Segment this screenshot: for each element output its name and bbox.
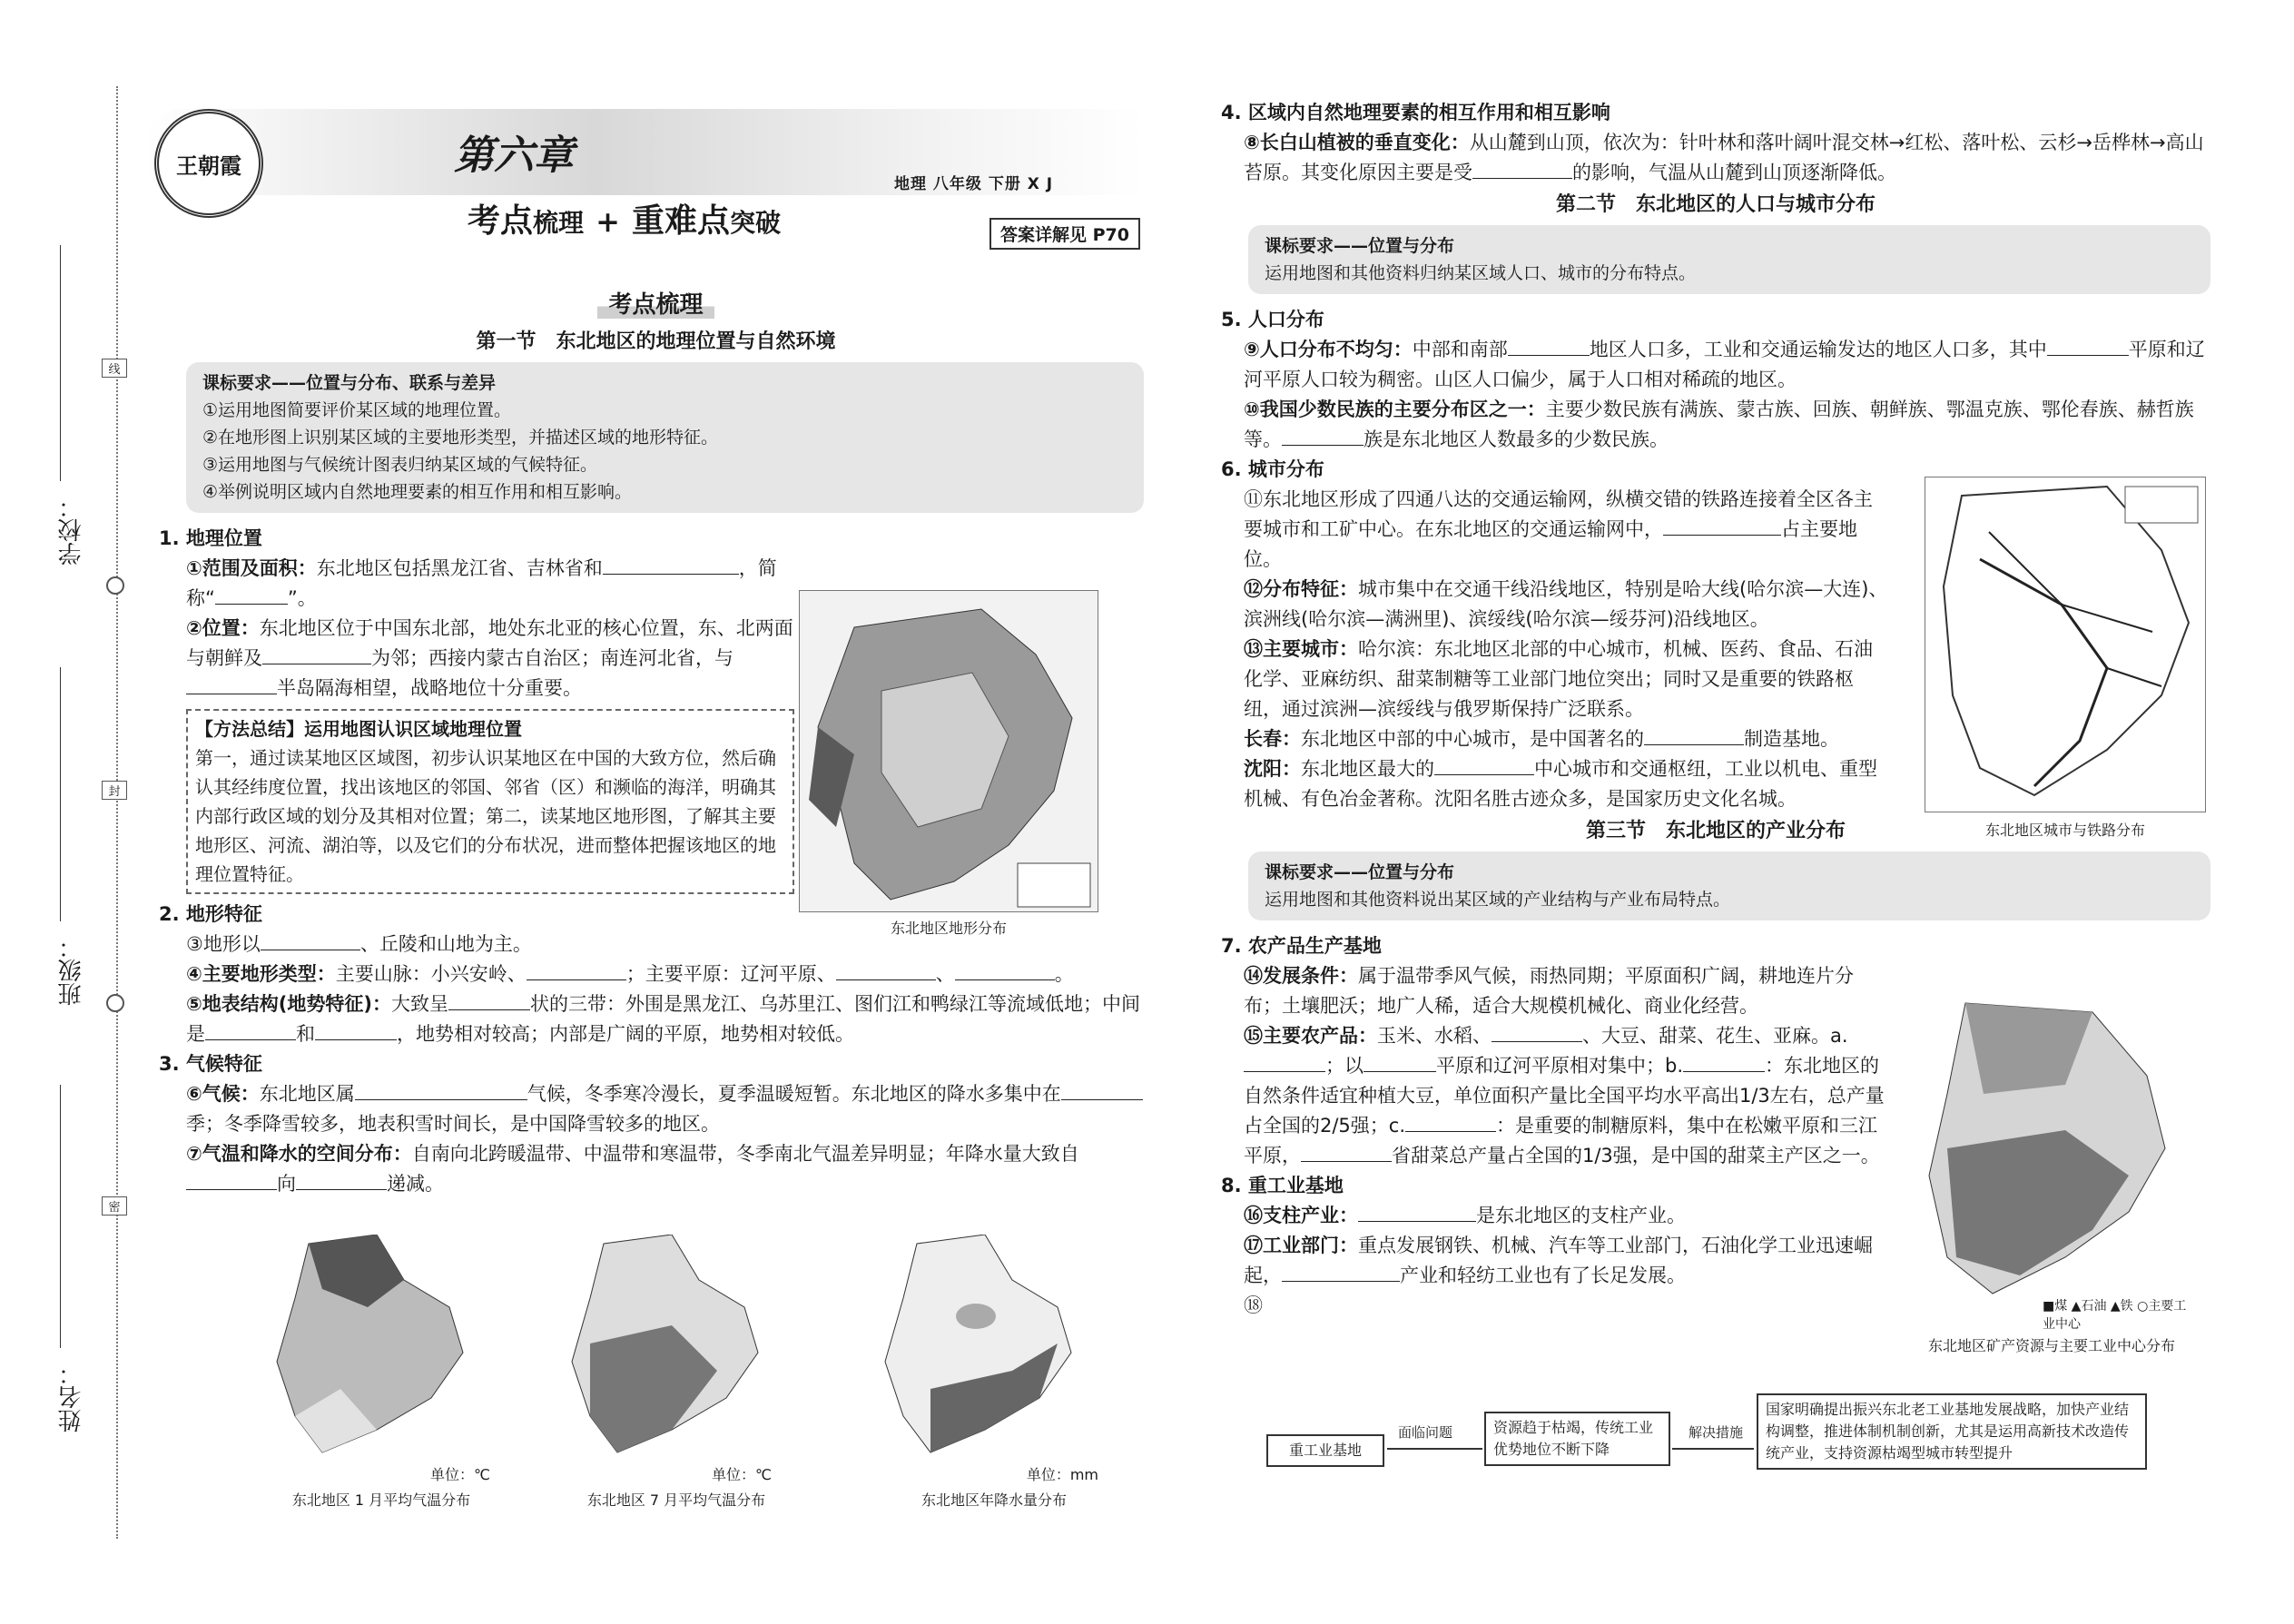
jan-temp-graphic [268, 1235, 499, 1462]
text: ”。 [287, 587, 317, 609]
curriculum-item: ①运用地图简要评价某区域的地理位置。 [202, 400, 512, 420]
text: 中心城市和交通枢纽，工业以机电、重型机械、有色冶金著称。沈阳名胜古迹众多，是国家历史文化名城。 [1244, 758, 1877, 810]
blank[interactable] [2047, 336, 2129, 356]
terrain-map-caption: 东北地区地形分布 [890, 920, 1007, 937]
kw: ⑨人口分布不均匀： [1244, 339, 1413, 360]
seal-mark: 封 [102, 781, 127, 800]
text: 东北地区位于中国东北部，地处东北亚的核心位置，东、北两面与朝鲜及 [186, 617, 793, 669]
blank[interactable] [1405, 1112, 1496, 1132]
school-label: 学校： [58, 495, 85, 566]
text: 、 [935, 963, 955, 985]
blank[interactable] [1663, 516, 1781, 536]
section-2-heading: 第二节 东北地区的人口与城市分布 [1555, 193, 1876, 216]
text: 省甜菜总产量占全国的1/3强，是中国的甜菜主产区之一。 [1392, 1145, 1880, 1166]
q7-q8-block [1221, 931, 1888, 1321]
subtitle-part: 重难点 [632, 202, 731, 240]
text: ：东北地区的自然条件适宜种植大豆，单位面积产量比全国平均水平高出1/3左右，总产量占全国的2/5强；c. [1244, 1055, 1885, 1137]
flow-arrow [1387, 1448, 1482, 1450]
blank[interactable] [355, 1080, 527, 1100]
precip-center [956, 1304, 996, 1329]
curriculum-box [1248, 225, 2210, 294]
text: 主要山脉：小兴安岭、 [335, 963, 527, 985]
region-shape [1944, 487, 2189, 795]
binding-hole [106, 994, 124, 1012]
blank[interactable] [296, 1170, 387, 1190]
text: ，简称“ [186, 557, 777, 609]
terrain-map-graphic [800, 591, 1098, 911]
method-head: 【方法总结】运用地图认识区域地理位置 [195, 718, 522, 740]
text: 气候，冬季寒冷漫长，夏季温暖短暂。东北地区的降水多集中在 [527, 1083, 1061, 1105]
blank[interactable] [1301, 1142, 1392, 1162]
name-label: 姓名： [58, 1362, 85, 1432]
text: 属于温带季风气候，雨热同期；平原面积广阔，耕地连片分布；土壤肥沃；地广人稀，适合大规模机械化、商业化经营。 [1244, 965, 1854, 1017]
q1-block [159, 524, 794, 894]
section-3-heading: 第三节 东北地区的产业分布 [1585, 820, 1846, 842]
city-rail-map [1925, 477, 2206, 812]
jul-temp-caption: 东北地区 7 月平均气温分布 [586, 1491, 766, 1509]
text: 地区人口多，工业和交通运输发达的地区人口多，其中 [1589, 339, 2047, 360]
kw: ⑩我国少数民族的主要分布区之一： [1244, 399, 1546, 420]
text: 是东北地区的支柱产业。 [1476, 1205, 1686, 1226]
flow-arrow [1672, 1448, 1754, 1450]
text: 状的三带：外围是黑龙江、乌苏里江、图们江和鸭绿江等流域低地；中间是 [186, 993, 1140, 1045]
map-unit: 单位：℃ [712, 1466, 772, 1483]
precip-caption: 东北地区年降水量分布 [921, 1491, 1067, 1509]
binding-line [116, 86, 118, 1539]
kw: ⑤地表结构(地势特征)： [186, 993, 391, 1015]
industry-graphic [1911, 994, 2183, 1321]
kw: ⑥气候： [186, 1083, 260, 1105]
class-field[interactable] [60, 667, 62, 921]
kw: ①范围及面积： [186, 557, 317, 579]
blank[interactable] [1644, 725, 1744, 745]
terrain-legend [1018, 863, 1090, 907]
kw: ⑯支柱产业： [1244, 1205, 1358, 1226]
binding-hole [106, 576, 124, 595]
flow-arrow-label: 面临问题 [1398, 1424, 1453, 1441]
kw: ⑧长白山植被的垂直变化： [1244, 132, 1470, 153]
blank[interactable] [215, 585, 288, 605]
q1-b [159, 614, 794, 704]
text: 玉米、水稻、 [1377, 1025, 1492, 1047]
q6-c [1221, 635, 1888, 724]
left-heading [159, 290, 1153, 321]
jul-temp-map [563, 1235, 794, 1462]
blank[interactable] [1282, 426, 1364, 446]
flow-arrow-label: 解决措施 [1689, 1424, 1744, 1441]
q7-head: 7. 农产品生产基地 [1221, 935, 1382, 957]
text: 为邻；西接内蒙古自治区；南连河北省，与 [371, 647, 733, 669]
curriculum-item: ③运用地图与气候统计图表归纳某区域的气候特征。 [202, 455, 598, 475]
name-field[interactable] [60, 1085, 62, 1348]
text: ，地势相对较高；内部是广阔的平原，地势相对较低。 [397, 1023, 854, 1045]
text: 哈尔滨：东北地区北部的中心城市，机械、医药、食品、石油化学、亚麻纺织、甜菜制糖等工业部门地位突出；同时又是重要的铁路枢纽，通过滨洲—滨绥线与俄罗斯保持广泛联系。 [1244, 638, 1873, 720]
q8-c: ⑱ [1244, 1294, 1263, 1316]
curriculum-box [1248, 851, 2210, 920]
text: 自南向北跨暖温带、中温带和寒温带，冬季南北气温差异明显；年降水量大致自 [411, 1143, 1079, 1165]
text: 东北地区属 [259, 1083, 355, 1105]
method-text: 第一，通过读某地区区域图，初步认识某地区在中国的大致方位，然后确认其经纬度位置，找出该地区的邻国、邻省（区）和濒临的海洋，明确其内部行政区域的划分及其相对位置；第二，读某地区地形图，了解其主要地形区、河流、湖泊等，以及它们的分布状况，进而整体把握该地区的地理位置特征。 [195, 747, 776, 885]
blank[interactable] [527, 960, 626, 980]
flow-solution: 国家明确提出振兴东北老工业基地发展战略，加快产业结构调整，推进体制机制创新，尤其是运用高新技术改造传统产业，支持资源枯竭型城市转型提升 [1757, 1393, 2147, 1470]
text: 季；冬季降雪较多，地表积雪时间长，是中国降雪较多的地区。 [186, 1113, 720, 1135]
flow-start: 重工业基地 [1266, 1434, 1384, 1467]
blank[interactable] [1244, 1052, 1325, 1072]
logo-text: 王朝霞 [176, 152, 241, 179]
kw: ⑬主要城市： [1244, 638, 1358, 660]
text: ；主要平原：辽河平原、 [625, 963, 836, 985]
blank[interactable] [1364, 1052, 1436, 1072]
curriculum-head: 课标要求——位置与分布、联系与差异 [202, 373, 497, 393]
kw: ⑮主要农产品： [1244, 1025, 1377, 1047]
answer-ref: 答案详解见 P70 [989, 218, 1140, 250]
q3-head: 3. 气候特征 [159, 1053, 262, 1075]
kw: ④主要地形类型： [186, 963, 336, 985]
q7-a [1221, 961, 1888, 1021]
text: 向 [277, 1173, 296, 1195]
kw: 长春： [1244, 728, 1301, 750]
chapter-title: 第六章 [454, 133, 574, 179]
text: 占主要地位。 [1244, 518, 1857, 570]
curriculum-box [186, 362, 1144, 513]
q5-b [1221, 395, 2210, 455]
q6-head: 6. 城市分布 [1221, 458, 1324, 480]
blank[interactable] [836, 960, 936, 980]
text: 东北地区中部的中心城市，是中国著名的 [1301, 728, 1644, 750]
q1-head: 1. 地理位置 [159, 527, 262, 549]
curriculum-head: 课标要求——位置与分布 [1265, 236, 1455, 256]
kw: ⑰工业部门： [1244, 1235, 1358, 1256]
text: 平原和辽河平原人口较为稠密。山区人口偏少，属于人口相对稀疏的地区。 [1244, 339, 2205, 390]
industry-map-caption: 东北地区矿产资源与主要工业中心分布 [1927, 1337, 2175, 1354]
blank[interactable] [1061, 1080, 1143, 1100]
text: ：是重要的制糖原料，集中在松嫩平原和三江平原， [1244, 1115, 1878, 1166]
curriculum-item: 运用地图和其他资料说出某区域的产业结构与产业布局特点。 [1265, 890, 1731, 910]
blank[interactable] [315, 1020, 397, 1040]
blank[interactable] [1492, 1022, 1582, 1042]
subtitle-part: 突破 [730, 208, 782, 238]
header-subtitle [468, 195, 781, 241]
blank[interactable] [1434, 755, 1534, 775]
logo [154, 109, 263, 218]
kw: ⑫分布特征： [1244, 578, 1358, 600]
jul-temp-graphic [563, 1235, 794, 1462]
q8-b [1221, 1231, 1888, 1291]
q4-body [1221, 128, 2210, 188]
text: 重点发展钢铁、机械、汽车等工业部门，石油化学工业迅速崛起， [1244, 1235, 1873, 1286]
q3-a [159, 1079, 1153, 1139]
precip-graphic [876, 1235, 1108, 1462]
blank[interactable] [1358, 1202, 1476, 1222]
subtitle-part: 考点 [468, 202, 534, 240]
method-summary [186, 709, 794, 894]
blank[interactable] [186, 1170, 277, 1190]
text: 半岛隔海相望，战略地位十分重要。 [277, 677, 582, 699]
blank[interactable] [186, 674, 277, 694]
text: 大致呈 [390, 993, 448, 1015]
terrain-map [799, 590, 1098, 912]
q3-b [159, 1139, 1153, 1199]
text: 、丘陵和山地为主。 [359, 933, 532, 955]
blank[interactable] [1683, 1052, 1765, 1072]
map-unit: 单位：mm [1026, 1466, 1098, 1483]
precip-map [876, 1235, 1108, 1462]
blank[interactable] [1508, 336, 1590, 356]
q6-b [1221, 575, 1888, 635]
kw: ⑦气温和降水的空间分布： [186, 1143, 412, 1165]
subtitle-part: 梳理 [533, 208, 585, 238]
text: 和 [296, 1023, 315, 1045]
curriculum-item: ②在地形图上识别某区域的主要地形类型，并描述区域的地形特征。 [202, 428, 719, 448]
q5-a [1221, 335, 2210, 395]
q4-head: 4. 区域内自然地理要素的相互作用和相互影响 [1221, 102, 1610, 123]
text: ；以 [1325, 1055, 1364, 1077]
city-rail-graphic [1925, 477, 2205, 812]
text: 中部和南部 [1412, 339, 1508, 360]
q6-a [1221, 485, 1888, 575]
q2-b [159, 960, 1153, 989]
blank[interactable] [261, 930, 360, 950]
kw: ②位置： [186, 617, 260, 639]
text: 、大豆、甜菜、花生、亚麻。a. [1582, 1025, 1848, 1047]
blank[interactable] [603, 555, 739, 575]
industry-map [1911, 994, 2183, 1321]
blank[interactable] [955, 960, 1055, 980]
curriculum-head: 课标要求——位置与分布 [1265, 862, 1455, 882]
q8-a [1221, 1201, 1888, 1231]
blank[interactable] [1282, 1262, 1400, 1282]
text: ⑪东北地区形成了四通八达的交通运输网，纵横交错的铁路连接着全区各主要城市和工矿中心。在东北地区的交通运输网中， [1244, 488, 1873, 540]
text: 族是东北地区人数最多的少数民族。 [1364, 428, 1669, 450]
text: 制造基地。 [1744, 728, 1839, 750]
section-title: 考点梳理 [597, 291, 714, 319]
blank[interactable] [1472, 159, 1572, 179]
text: 城市集中在交通干线沿线地区，特别是哈大线(哈尔滨—大连)、滨洲线(哈尔滨—满洲里)、滨绥线(哈尔滨—绥芬河)沿线地区。 [1244, 578, 1888, 630]
grade-meta: 地理 八年级 下册 X J [894, 175, 1054, 193]
q6-d [1221, 724, 1888, 754]
q8-head: 8. 重工业基地 [1221, 1175, 1344, 1196]
subtitle-plus: + [596, 204, 620, 239]
q2-head: 2. 地形特征 [159, 903, 262, 925]
text: 主要少数民族有满族、蒙古族、回族、朝鲜族、鄂温克族、鄂伦春族、赫哲族等。 [1244, 399, 2194, 450]
kw: 沈阳： [1244, 758, 1301, 780]
industry-legend: ■煤 ▲石油 ▲铁 ○主要工业中心 [2043, 1299, 2187, 1332]
q6-e [1221, 754, 1888, 814]
text: 东北地区包括黑龙江省、吉林省和 [316, 557, 603, 579]
blank[interactable] [448, 990, 530, 1010]
q1-a [159, 554, 794, 614]
jan-temp-map [268, 1235, 499, 1462]
text: 的影响，气温从山麓到山顶逐渐降低。 [1572, 162, 1896, 183]
q5-head: 5. 人口分布 [1221, 309, 1324, 330]
curriculum-item: ④举例说明区域内自然地理要素的相互作用和相互影响。 [202, 482, 633, 502]
jan-temp-caption: 东北地区 1 月平均气温分布 [291, 1491, 471, 1509]
text: ③地形以 [186, 933, 261, 955]
q2-c [159, 989, 1153, 1049]
kw: ⑭发展条件： [1244, 965, 1358, 987]
blank[interactable] [205, 1020, 296, 1040]
map-legend [2125, 487, 2198, 523]
text: 产业和轻纺工业也有了长足发展。 [1400, 1265, 1686, 1286]
q6-block [1221, 455, 1888, 814]
seal-mark: 密 [102, 1196, 127, 1216]
blank[interactable] [262, 645, 371, 664]
seal-mark: 线 [102, 359, 127, 378]
school-field[interactable] [60, 245, 62, 481]
city-rail-caption: 东北地区城市与铁路分布 [1984, 822, 2145, 839]
curriculum-item: 运用地图和其他资料归纳某区域人口、城市的分布特点。 [1265, 263, 1697, 283]
text: 递减。 [387, 1173, 444, 1195]
text: 东北地区最大的 [1301, 758, 1434, 780]
q7-b [1221, 1021, 1888, 1171]
class-label: 班级： [58, 935, 85, 1006]
text: 从山麓到山顶，依次为：针叶林和落叶阔叶混交林→红松、落叶松、云杉→岳桦林→高山苔原。其变化原因主要是受 [1244, 132, 2204, 183]
text: 平原和辽河平原相对集中；b. [1436, 1055, 1684, 1077]
flow-problem: 资源趋于枯竭，传统工业优势地位不断下降 [1484, 1412, 1670, 1466]
map-unit: 单位：℃ [430, 1466, 490, 1483]
section-1-heading: 第一节 东北地区的地理位置与自然环境 [476, 330, 836, 353]
text: 。 [1054, 963, 1074, 985]
